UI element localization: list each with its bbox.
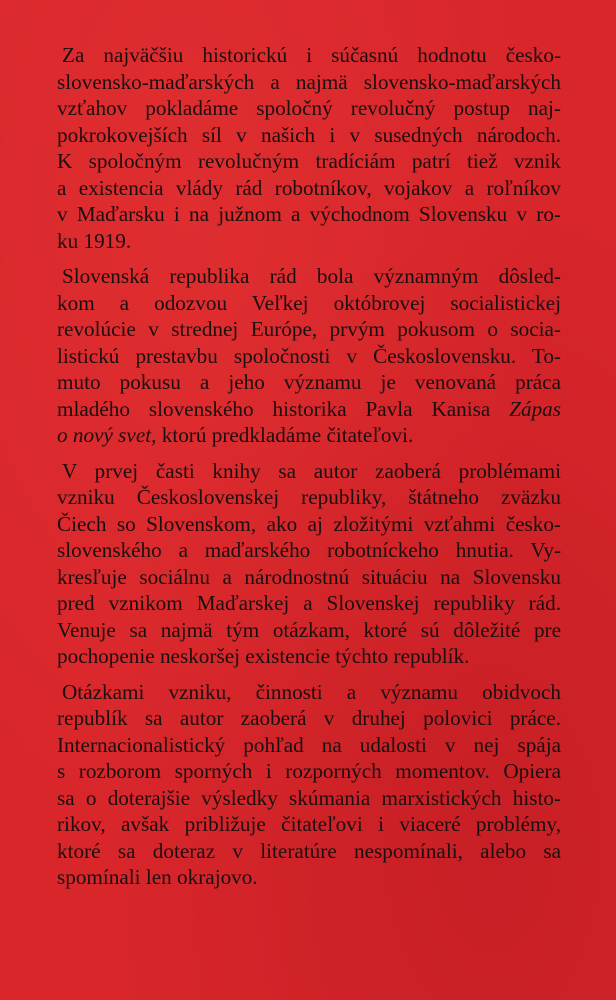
text-line: K spoločným revolučným tradíciám patrí tiež vznik [57, 149, 561, 173]
paragraph-2 [57, 263, 561, 449]
text-line: Venuje sa najmä tým otázkam, ktoré sú dôležité pre [57, 617, 561, 642]
text-line: revolúcie v strednej Európe, prvým pokusom o socia- [57, 317, 561, 341]
cover-text [57, 42, 561, 900]
text-line: vzniku Československej republiky, štátneho zväzku [57, 485, 561, 509]
book-title-part-2: o nový svet, [57, 423, 157, 447]
text-line: pokrokovejších síl v našich i v susedných národoch. [57, 122, 561, 147]
paragraph-4 [57, 679, 561, 891]
text-line-with-title [57, 396, 561, 423]
text-line: pred vznikom Maďarskej a Slovenskej republiky rád. [57, 591, 561, 615]
text-line: Slovenská republika rád bola významným dôsled- [62, 264, 561, 288]
book-title-part-1: Zápas [509, 396, 561, 421]
text-line: V prvej časti knihy sa autor zaoberá problémami [62, 458, 561, 483]
text-line: sa o doterajšie výsledky skúmania marxistických histo- [57, 785, 561, 810]
text-line: rikov, avšak približuje čitateľovi i viaceré problémy, [57, 812, 561, 836]
paragraph-1 [57, 42, 561, 254]
text-line: listickú prestavbu spoločnosti v Československu. To- [57, 343, 561, 368]
text-line: kresľuje sociálnu a národnostnú situáciu na Slovensku [57, 564, 561, 589]
text-line: slovenského a maďarského robotníckeho hnutia. Vy- [57, 538, 561, 562]
text-line: kom a odozvou Veľkej októbrovej socialistickej [57, 290, 561, 315]
text-line: a existencia vlády rád robotníkov, vojakov a roľníkov [57, 175, 561, 200]
text-line: v Maďarsku i na južnom a východnom Slovensku v ro- [57, 202, 561, 226]
text-line: pochopenie neskoršej existencie týchto republík. [57, 644, 470, 668]
text-line: vzťahov pokladáme spoločný revolučný postup naj- [57, 96, 561, 120]
text-line: muto pokusu a jeho významu je venovaná práca [57, 370, 561, 394]
text-line: spomínali len okrajovo. [57, 865, 258, 889]
text-line: Čiech so Slovenskom, ako aj zložitými vzťahmi česko- [57, 511, 561, 536]
text-line: ktoré sa doteraz v literatúre nespomínali, alebo sa [57, 838, 561, 863]
text-line: slovensko-maďarských a najmä slovensko-maďarských [57, 69, 561, 94]
text-line-part: ktorú predkladáme čitateľovi. [156, 423, 414, 447]
text-line: republík sa autor zaoberá v druhej polovici práce. [57, 706, 561, 730]
text-line: Internacionalistický pohľad na udalosti v nej spája [57, 732, 561, 757]
text-line: Za najväčšiu historickú i súčasnú hodnotu česko- [62, 43, 561, 67]
text-line: Otázkami vzniku, činnosti a významu obidvoch [62, 679, 561, 704]
text-line: s rozborom sporných i rozporných momentov. Opiera [57, 759, 561, 783]
paragraph-3 [57, 458, 561, 670]
text-line: ku 1919. [57, 228, 132, 253]
text-line-with-title [57, 422, 561, 449]
text-line-part: mladého slovenského historika Pavla Kanisa [57, 396, 491, 421]
